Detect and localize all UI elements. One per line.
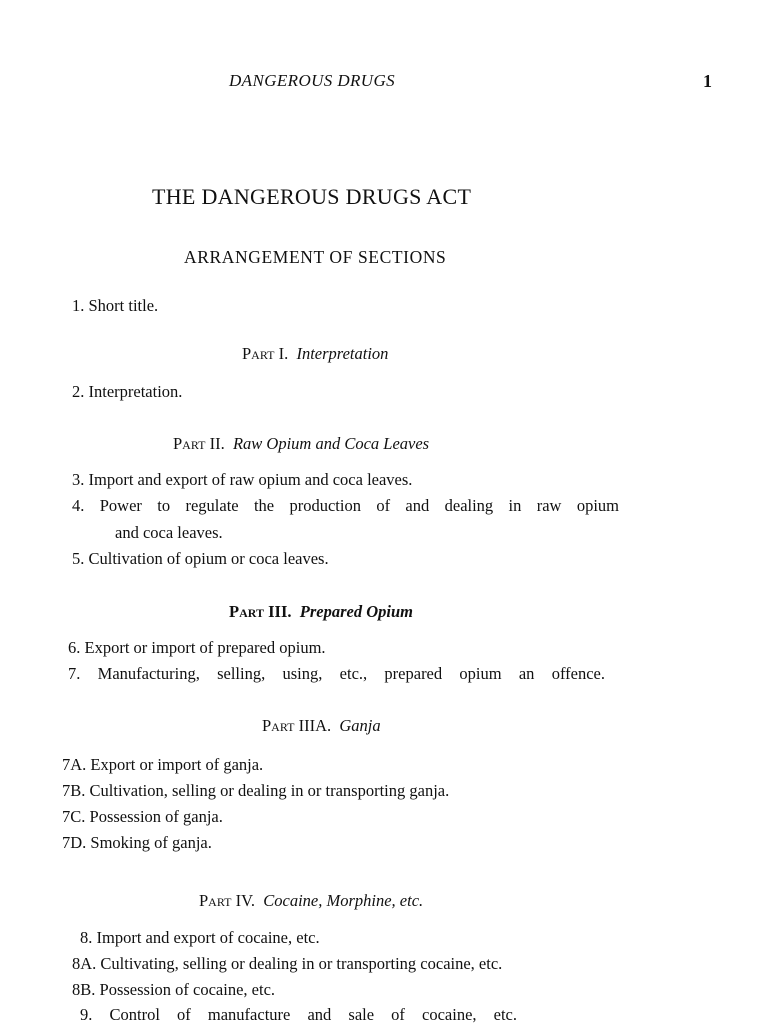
part-label: Part IV. [199, 891, 255, 910]
part-title: Cocaine, Morphine, etc. [263, 891, 424, 910]
section-entry-2 [72, 382, 182, 402]
section-entry-3 [72, 470, 412, 490]
part-heading-3 [229, 602, 413, 622]
section-number: 5. [72, 549, 85, 568]
section-text: Export or import of prepared opium. [84, 638, 326, 657]
section-text: Smoking of ganja. [90, 833, 212, 852]
section-entry-9 [80, 1005, 517, 1025]
section-number: 7B. [62, 781, 86, 800]
section-number: 3. [72, 470, 85, 489]
part-label: Part II. [173, 434, 225, 453]
section-number: 7. [68, 664, 81, 683]
section-text: Possession of ganja. [89, 807, 223, 826]
part-heading-2 [173, 434, 429, 454]
section-number: 7A. [62, 755, 87, 774]
section-number: 8A. [72, 954, 97, 973]
section-text: Possession of cocaine, etc. [99, 980, 276, 999]
section-text: and coca leaves. [115, 523, 223, 542]
section-entry-7b [62, 781, 449, 801]
section-number: 8B. [72, 980, 96, 999]
section-number: 4. [72, 496, 85, 515]
part-label: Part III. [229, 602, 292, 621]
section-entry-5 [72, 549, 329, 569]
part-title: Prepared Opium [299, 602, 413, 621]
section-entry-7a [62, 755, 263, 775]
part-title: Interpretation [296, 344, 389, 363]
section-entry-7d [62, 833, 212, 853]
section-entry-1 [72, 296, 158, 316]
part-title: Raw Opium and Coca Leaves [232, 434, 430, 453]
section-entry-6 [68, 638, 326, 658]
section-entry-7c [62, 807, 223, 827]
page-number: 1 [703, 71, 712, 91]
section-text: Cultivation, selling or dealing in or transporting ganja. [89, 781, 450, 800]
section-text: Power to regulate the production of and dealing in raw opium [99, 496, 620, 515]
section-number: 8. [80, 928, 93, 947]
section-number: 6. [68, 638, 81, 657]
part-heading-3a [262, 716, 381, 736]
section-text: Interpretation. [88, 382, 183, 401]
section-text: Import and export of cocaine, etc. [96, 928, 320, 947]
section-number: 2. [72, 382, 85, 401]
section-text: Export or import of ganja. [90, 755, 264, 774]
section-number: 7D. [62, 833, 87, 852]
act-title: THE DANGEROUS DRUGS ACT [152, 184, 472, 209]
section-number: 9. [80, 1005, 93, 1024]
section-entry-4 [72, 496, 619, 516]
section-entry-7 [68, 664, 605, 684]
section-text: Control of manufacture and sale of cocaine, etc. [109, 1005, 518, 1024]
section-number: 7C. [62, 807, 86, 826]
section-text: Manufacturing, selling, using, etc., prepared opium an offence. [97, 664, 605, 683]
part-heading-1 [242, 344, 388, 364]
section-text: Cultivation of opium or coca leaves. [88, 549, 329, 568]
section-text: Cultivating, selling or dealing in or transporting cocaine, etc. [100, 954, 503, 973]
section-text: Import and export of raw opium and coca leaves. [88, 470, 413, 489]
section-entry-8b [72, 980, 275, 1000]
section-entry-8 [80, 928, 320, 948]
part-title: Ganja [339, 716, 381, 735]
part-heading-4 [199, 891, 423, 911]
section-entry-4-continued [115, 523, 223, 543]
section-entry-8a [72, 954, 502, 974]
part-label: Part IIIA. [262, 716, 332, 735]
section-number: 1. [72, 296, 85, 315]
running-title: DANGEROUS DRUGS [229, 71, 396, 90]
part-label: Part I. [242, 344, 289, 363]
arrangement-heading: ARRANGEMENT OF SECTIONS [184, 247, 447, 267]
section-text: Short title. [88, 296, 159, 315]
